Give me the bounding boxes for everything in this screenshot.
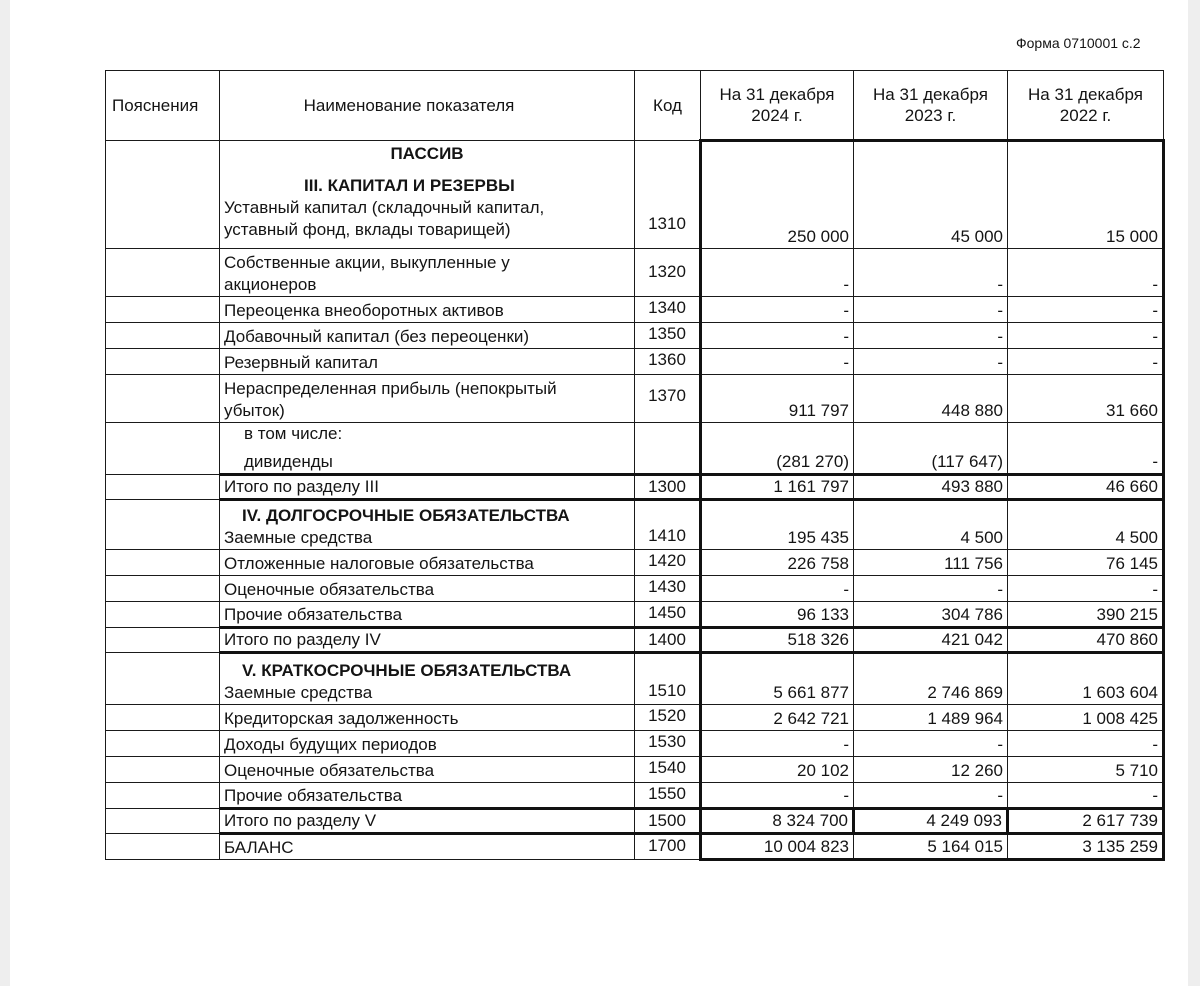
value-2022: 2 617 739 xyxy=(1008,809,1164,834)
name-cell: Переоценка внеоборотных активов xyxy=(220,297,635,323)
notes-cell xyxy=(106,809,220,834)
header-2023 xyxy=(854,71,1008,141)
notes-cell xyxy=(106,249,220,297)
code-cell: 1300 xyxy=(635,475,701,500)
table-row xyxy=(106,500,1164,550)
name-cell: Доходы будущих периодов xyxy=(220,731,635,757)
name-cell: Прочие обязательства xyxy=(220,602,635,628)
value-2024: - xyxy=(701,783,854,809)
value-2023: 304 786 xyxy=(854,602,1008,628)
value-2022: 46 660 xyxy=(1008,475,1164,500)
code-cell: 1450 xyxy=(635,602,701,628)
form-code: Форма 0710001 с.2 xyxy=(1016,35,1141,51)
code-cell: 1550 xyxy=(635,783,701,809)
code-cell: 1340 xyxy=(635,297,701,323)
row-name-line2: дивиденды xyxy=(244,452,333,471)
value-2023: (117 647) xyxy=(854,423,1008,475)
value-2022: 31 660 xyxy=(1008,375,1164,423)
value-2024: - xyxy=(701,576,854,602)
header-code: Код xyxy=(635,71,701,141)
table-row xyxy=(106,576,1164,602)
table-row xyxy=(106,757,1164,783)
value-2024: 518 326 xyxy=(701,628,854,653)
value-2022: 15 000 xyxy=(1008,141,1164,249)
value-2024: - xyxy=(701,731,854,757)
value-2022: - xyxy=(1008,731,1164,757)
notes-cell xyxy=(106,705,220,731)
value-2023: - xyxy=(854,349,1008,375)
balance-sheet-table xyxy=(105,70,1165,861)
header-2022-line2: 2022 г. xyxy=(1059,106,1112,125)
notes-cell xyxy=(106,500,220,550)
code-cell: 1360 xyxy=(635,349,701,375)
notes-cell xyxy=(106,141,220,249)
value-2023: 2 746 869 xyxy=(854,653,1008,705)
value-2024: 250 000 xyxy=(701,141,854,249)
value-2022: - xyxy=(1008,423,1164,475)
table-row xyxy=(106,475,1164,500)
name-cell xyxy=(220,249,635,297)
row-name-line1: Нераспределенная прибыль (непокрытый xyxy=(224,379,557,398)
notes-cell xyxy=(106,783,220,809)
code-cell: 1520 xyxy=(635,705,701,731)
name-cell: Прочие обязательства xyxy=(220,783,635,809)
value-2022: 76 145 xyxy=(1008,550,1164,576)
name-cell xyxy=(220,375,635,423)
value-2022: 1 008 425 xyxy=(1008,705,1164,731)
header-name: Наименование показателя xyxy=(220,71,635,141)
notes-cell xyxy=(106,323,220,349)
table-row xyxy=(106,423,1164,475)
value-2024: 226 758 xyxy=(701,550,854,576)
value-2023: 111 756 xyxy=(854,550,1008,576)
code-cell: 1410 xyxy=(635,500,701,550)
passive-heading: ПАССИВ xyxy=(390,144,464,163)
header-2024-line2: 2024 г. xyxy=(751,106,803,125)
value-2023: 5 164 015 xyxy=(854,834,1008,860)
row-name-line1: Собственные акции, выкупленные у xyxy=(224,253,510,272)
name-cell: Итого по разделу IV xyxy=(220,628,635,653)
value-2023: 1 489 964 xyxy=(854,705,1008,731)
row-name-line2: акционеров xyxy=(224,275,317,294)
table-row xyxy=(106,653,1164,705)
header-2024-line1: На 31 декабря xyxy=(719,85,835,104)
table-row xyxy=(106,375,1164,423)
value-2024: 911 797 xyxy=(701,375,854,423)
name-cell xyxy=(220,653,635,705)
table-row xyxy=(106,783,1164,809)
value-2023: 448 880 xyxy=(854,375,1008,423)
table-row xyxy=(106,141,1164,249)
table-row xyxy=(106,249,1164,297)
value-2023: - xyxy=(854,249,1008,297)
header-2023-line2: 2023 г. xyxy=(904,106,957,125)
table-row xyxy=(106,297,1164,323)
value-2022: 5 710 xyxy=(1008,757,1164,783)
row-name: Заемные средства xyxy=(224,528,373,547)
value-2022: - xyxy=(1008,323,1164,349)
value-2024: - xyxy=(701,323,854,349)
notes-cell xyxy=(106,731,220,757)
value-2024: - xyxy=(701,249,854,297)
code-cell: 1370 xyxy=(635,375,701,423)
table-row xyxy=(106,834,1164,860)
code-cell: 1400 xyxy=(635,628,701,653)
row-name-line2: уставный фонд, вклады товарищей) xyxy=(224,220,511,239)
section-3-title: III. КАПИТАЛ И РЕЗЕРВЫ xyxy=(304,176,515,195)
value-2023: 493 880 xyxy=(854,475,1008,500)
table-row xyxy=(106,809,1164,834)
section-4-title: IV. ДОЛГОСРОЧНЫЕ ОБЯЗАТЕЛЬСТВА xyxy=(242,506,570,525)
name-cell xyxy=(220,141,635,249)
value-2023: - xyxy=(854,783,1008,809)
notes-cell xyxy=(106,375,220,423)
header-notes: Пояснения xyxy=(106,71,220,141)
value-2023: 45 000 xyxy=(854,141,1008,249)
code-cell: 1510 xyxy=(635,653,701,705)
name-cell: Кредиторская задолженность xyxy=(220,705,635,731)
code-cell: 1540 xyxy=(635,757,701,783)
table-row xyxy=(106,628,1164,653)
value-2022: - xyxy=(1008,783,1164,809)
code-cell: 1350 xyxy=(635,323,701,349)
code-cell: 1500 xyxy=(635,809,701,834)
section-5-title: V. КРАТКОСРОЧНЫЕ ОБЯЗАТЕЛЬСТВА xyxy=(242,661,572,680)
value-2022: - xyxy=(1008,576,1164,602)
value-2024: 8 324 700 xyxy=(701,809,854,834)
value-2024: 20 102 xyxy=(701,757,854,783)
value-2024: 5 661 877 xyxy=(701,653,854,705)
value-2024: 195 435 xyxy=(701,500,854,550)
code-cell: 1530 xyxy=(635,731,701,757)
notes-cell xyxy=(106,653,220,705)
row-name-line2: убыток) xyxy=(224,401,285,420)
notes-cell xyxy=(106,475,220,500)
name-cell: Итого по разделу V xyxy=(220,809,635,834)
value-2023: 4 500 xyxy=(854,500,1008,550)
value-2023: - xyxy=(854,323,1008,349)
name-cell xyxy=(220,500,635,550)
value-2024: 1 161 797 xyxy=(701,475,854,500)
name-cell: Резервный капитал xyxy=(220,349,635,375)
notes-cell xyxy=(106,834,220,860)
table-header-row xyxy=(106,71,1164,141)
name-cell: Добавочный капитал (без переоценки) xyxy=(220,323,635,349)
value-2022: - xyxy=(1008,249,1164,297)
value-2024: - xyxy=(701,349,854,375)
table-row xyxy=(106,349,1164,375)
code-cell: 1310 xyxy=(635,141,701,249)
row-name-line1: Уставный капитал (складочный капитал, xyxy=(224,198,545,217)
value-2024: 10 004 823 xyxy=(701,834,854,860)
code-cell: 1430 xyxy=(635,576,701,602)
code-cell: 1700 xyxy=(635,834,701,860)
value-2024: 96 133 xyxy=(701,602,854,628)
value-2023: 12 260 xyxy=(854,757,1008,783)
value-2022: - xyxy=(1008,349,1164,375)
value-2022: - xyxy=(1008,297,1164,323)
code-cell: 1320 xyxy=(635,249,701,297)
code-cell: 1420 xyxy=(635,550,701,576)
notes-cell xyxy=(106,757,220,783)
value-2023: - xyxy=(854,731,1008,757)
table-row xyxy=(106,731,1164,757)
name-cell: БАЛАНС xyxy=(220,834,635,860)
name-cell: Отложенные налоговые обязательства xyxy=(220,550,635,576)
header-2022-line1: На 31 декабря xyxy=(1028,85,1143,104)
value-2024: (281 270) xyxy=(701,423,854,475)
notes-cell xyxy=(106,602,220,628)
name-cell: Оценочные обязательства xyxy=(220,757,635,783)
table-row xyxy=(106,602,1164,628)
table-row xyxy=(106,705,1164,731)
value-2024: 2 642 721 xyxy=(701,705,854,731)
value-2022: 470 860 xyxy=(1008,628,1164,653)
notes-cell xyxy=(106,628,220,653)
notes-cell xyxy=(106,576,220,602)
header-2023-line1: На 31 декабря xyxy=(873,85,988,104)
row-name-line1: в том числе: xyxy=(244,424,343,443)
name-cell xyxy=(220,423,635,475)
name-cell: Оценочные обязательства xyxy=(220,576,635,602)
code-cell xyxy=(635,423,701,475)
table-row xyxy=(106,550,1164,576)
value-2022: 1 603 604 xyxy=(1008,653,1164,705)
table-row xyxy=(106,323,1164,349)
name-cell: Итого по разделу III xyxy=(220,475,635,500)
value-2022: 4 500 xyxy=(1008,500,1164,550)
header-2024 xyxy=(701,71,854,141)
notes-cell xyxy=(106,550,220,576)
value-2023: 421 042 xyxy=(854,628,1008,653)
value-2022: 3 135 259 xyxy=(1008,834,1164,860)
notes-cell xyxy=(106,349,220,375)
value-2022: 390 215 xyxy=(1008,602,1164,628)
value-2023: 4 249 093 xyxy=(854,809,1008,834)
value-2023: - xyxy=(854,297,1008,323)
value-2023: - xyxy=(854,576,1008,602)
notes-cell xyxy=(106,297,220,323)
value-2024: - xyxy=(701,297,854,323)
header-2022 xyxy=(1008,71,1164,141)
notes-cell xyxy=(106,423,220,475)
row-name: Заемные средства xyxy=(224,683,373,702)
